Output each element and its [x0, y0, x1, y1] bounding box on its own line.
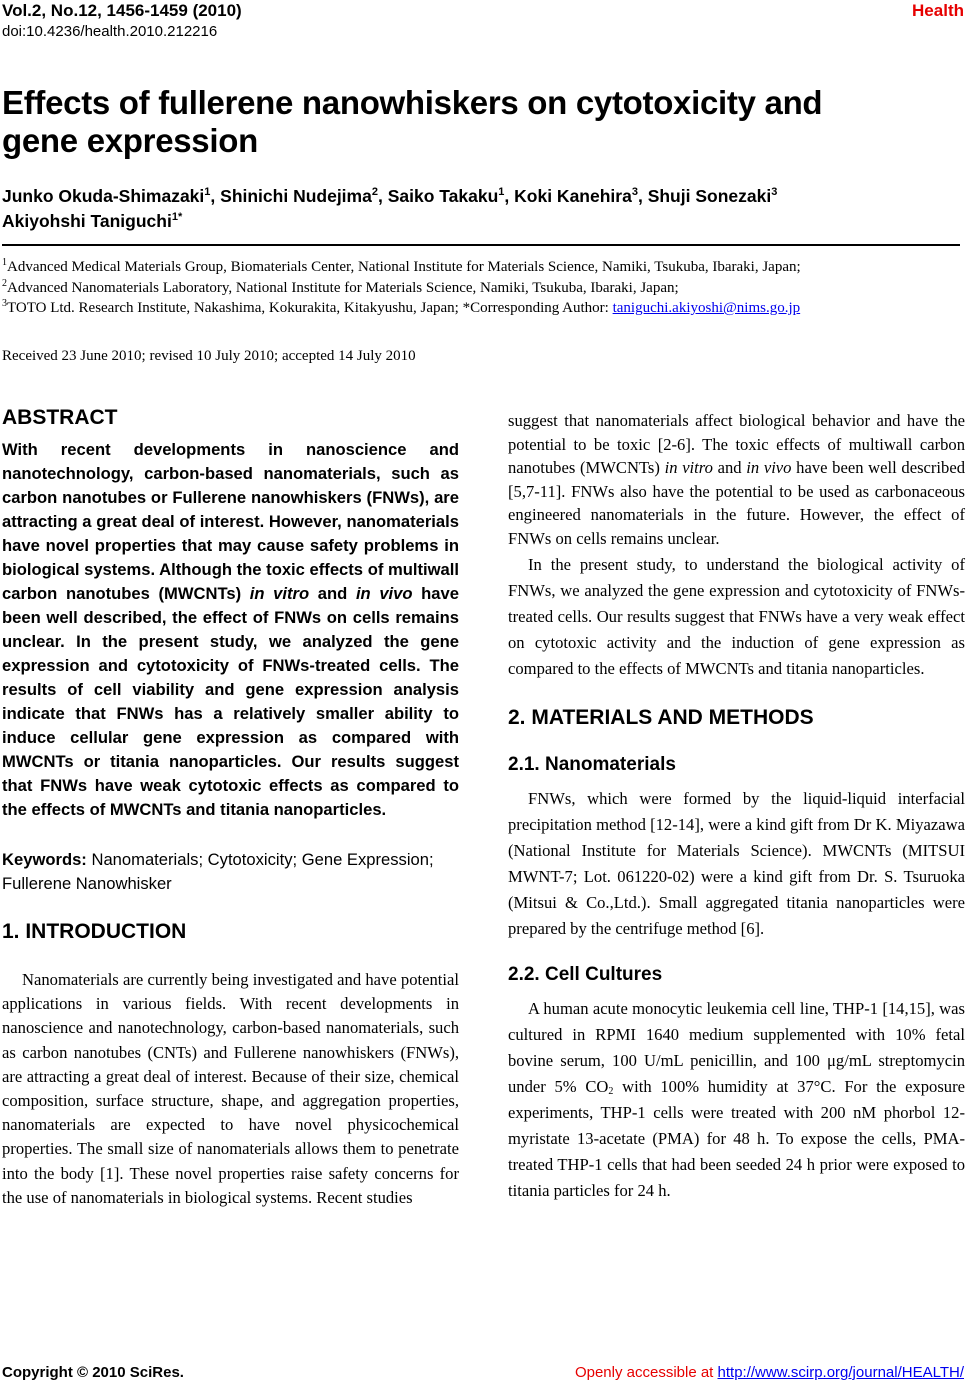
journal-name: Health: [912, 1, 964, 20]
volume-info: Vol.2, No.12, 1456-1459 (2010): [2, 1, 242, 20]
keywords-list: Nanomaterials; Cytotoxicity; Gene Expression; Fullerene Nanowhisker: [2, 850, 434, 893]
copyright: Copyright © 2010 SciRes.: [2, 1364, 184, 1381]
nanomaterials-subheading: 2.1. Nanomaterials: [508, 754, 676, 775]
author-separator: ,: [210, 186, 221, 206]
keywords-label: Keywords:: [2, 850, 87, 869]
author-affiliation-mark: 1: [204, 186, 211, 198]
introduction-paragraph-1-continued: [508, 409, 965, 550]
italic-term: in vitro: [664, 458, 713, 477]
author-name: Shinichi Nudejima: [220, 186, 372, 206]
introduction-heading: 1. INTRODUCTION: [2, 920, 187, 943]
cell-cultures-paragraph: [508, 996, 965, 1204]
author-affiliation-mark: 2: [371, 186, 378, 198]
abstract-segment: have been well described, the effect of FNWs on cells remains unclear. In the present study, we analyzed the gene expression and cytotoxicity of FNWs-treated cells. The results of cell viability and gene expression analysis indicate that FNWs has a relatively smaller ability to induce cellular gene expression as compared with MWCNTs or titania nanoparticles. Our results suggest that FNWs have weak cytotoxic effects as compared to the effects of MWCNTs and titania nanoparticles.: [2, 584, 459, 819]
affiliation-mark: 2: [2, 277, 7, 289]
text-segment: with 100% humidity at 37°C. For the exposure experiments, THP-1 cells were treated with 200 nM phorbol 12- myristate 13-acetate (PMA) for 48 h. To expose the cells, PMA-treated THP-1 cells that had been seeded 24 h prior were exposed to titania particles for 24 h.: [508, 1077, 965, 1200]
author-affiliation-mark: 1*: [171, 211, 183, 223]
author-name: Shuji Sonezaki: [647, 186, 772, 206]
author-name: Junko Okuda-Shimazaki: [2, 186, 205, 206]
author-name: Akiyohshi Taniguchi: [2, 211, 172, 231]
text-segment: suggest that nanomaterials affect biological behavior and have the potential to be toxic [2-6]. The toxic effects of multiwall carbon nanotubes (MWCNTs): [508, 411, 965, 477]
journal-header: [2, 0, 242, 41]
open-access-notice: [575, 1363, 964, 1383]
abstract-segment: With recent developments in nanoscience and nanotechnology, carbon-based nanomaterials, such as carbon nanotubes or Fullerene nanowhiskers (FNWs), are attracting a great deal of interest. However, nanomaterials have novel properties that may cause safety problems in biological systems. Although the toxic effects of multiwall carbon nanotubes (MWCNTs): [2, 440, 459, 603]
abstract-italic: in vivo: [355, 584, 413, 603]
title-line-2: gene expression: [2, 122, 258, 159]
text-segment: have been well described [5,7-11]. FNWs also have the potential to be used as carbonaceous engineered nanomaterials in the future. However, the effect of FNWs on cells remains unclear.: [508, 458, 965, 548]
author-list: [2, 184, 962, 234]
author-name: Saiko Takaku: [387, 186, 499, 206]
right-column: [508, 409, 965, 1204]
author-affiliation-mark: 1: [498, 186, 505, 198]
methods-heading: 2. MATERIALS AND METHODS: [508, 706, 814, 729]
affiliation-text: Advanced Nanomaterials Laboratory, National Institute for Materials Science, Namiki, Tsukuba, Ibaraki, Japan;: [7, 279, 679, 296]
author-affiliation-mark: 3: [771, 186, 778, 198]
header-divider: [2, 244, 960, 246]
text-segment: and: [712, 458, 747, 477]
nanomaterials-paragraph: FNWs, which were formed by the liquid-liquid interfacial precipitation method [12-14], were a kind gift from Dr K. Miyazawa (National Institute for Materials Science). MWCNTs (MITSUI MWNT-7; Lot. 061220-02) were a kind gift from Dr. S. Tsuruoka (Mitsui & Co.,Ltd.). Small aggregated titania nanoparticles were prepared by the centrifuge method [6].: [508, 789, 965, 938]
abstract-segment: and: [309, 584, 356, 603]
subscript: 2: [608, 1086, 614, 1097]
received-dates: Received 23 June 2010; revised 10 July 2010; accepted 14 July 2010: [2, 348, 416, 364]
author-affiliation-mark: 3: [631, 186, 638, 198]
title-line-1: Effects of fullerene nanowhiskers on cytotoxicity and: [2, 84, 823, 121]
affiliation-text: TOTO Ltd. Research Institute, Nakashima, Kokurakita, Kitakyushu, Japan; *Corresponding Author:: [7, 300, 613, 316]
author-separator: ,: [637, 186, 648, 206]
affiliation-2: [2, 278, 966, 299]
author-name: Koki Kanehira: [514, 186, 632, 206]
abstract-heading: ABSTRACT: [2, 406, 118, 429]
corresponding-email-link[interactable]: taniguchi.akiyoshi@nims.go.jp: [612, 300, 801, 316]
author-separator: ,: [377, 186, 388, 206]
cell-cultures-subheading: 2.2. Cell Cultures: [508, 964, 663, 985]
keywords: [2, 848, 459, 896]
affiliation-mark: 3: [2, 298, 7, 309]
abstract-italic: in vitro: [249, 584, 310, 603]
affiliations: [2, 257, 966, 319]
introduction-paragraph-2: In the present study, to understand the biological activity of FNWs, we analyzed the gene expression and cytotoxicity of FNWs-treated cells. Our results suggest that FNWs have a very weak effect on cytotoxic activity and the induction of gene expression as compared to the effects of MWCNTs and titania nanoparticles.: [508, 555, 965, 678]
affiliation-mark: 1: [2, 257, 7, 268]
paper-title: [2, 84, 962, 160]
author-separator: ,: [504, 186, 515, 206]
italic-term: in vivo: [746, 458, 792, 477]
left-column: [2, 404, 459, 1210]
affiliation-text: Advanced Medical Materials Group, Biomaterials Center, National Institute for Materials Science, Namiki, Tsukuba, Ibaraki, Japan;: [7, 259, 801, 275]
introduction-paragraph-1: Nanomaterials are currently being investigated and have potential applications in various fields. With recent developments in nanoscience and nanotechnology, carbon-based nanomaterials, such as carbon nanotubes (CNTs) and Fullerene nanowhiskers (FNWs), are attracting a great deal of interest. Because of their size, chemical composition, surface structure, shape, and aggregation properties, nanomaterials are expected to have novel physicochemical properties. The small size of nanomaterials allows them to penetrate into the body [1]. These novel properties raise safety concerns for the use of nanomaterials in biological systems. Recent studies: [2, 970, 459, 1207]
affiliation-1: [2, 257, 966, 278]
abstract-text: [2, 438, 459, 822]
journal-url-link[interactable]: http://www.scirp.org/journal/HEALTH/: [717, 1364, 964, 1381]
affiliation-3: [2, 298, 966, 319]
text-segment: A human acute monocytic leukemia cell line, THP-1 [14,15], was cultured in RPMI 1640 medium supplemented with 10% fetal bovine serum, 100 U/mL penicillin, and 100 μg/mL streptomycin under 5% CO: [508, 999, 965, 1096]
access-prefix: Openly accessible at: [574, 1364, 718, 1381]
doi: doi:10.4236/health.2010.212216: [2, 23, 218, 40]
